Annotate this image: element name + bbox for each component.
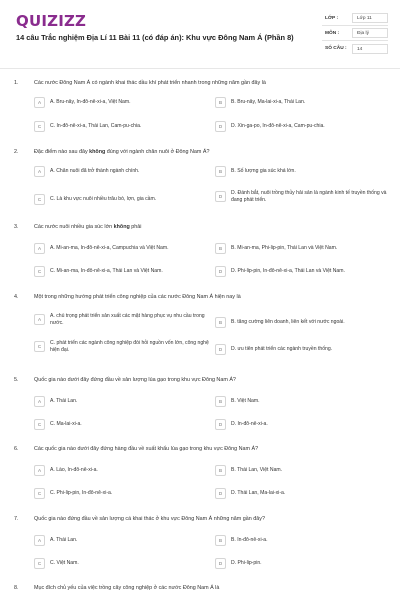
question-text: Quốc gia nào đứng đầu về sản lượng cá khai thác ở khu vực Đông Nam Á những năm gần đây? bbox=[34, 516, 265, 522]
option-c[interactable] bbox=[34, 121, 210, 132]
option-d[interactable] bbox=[215, 344, 389, 355]
option-b[interactable] bbox=[215, 396, 389, 407]
option-text: D. ưu tiên phát triển các ngành truyền thống. bbox=[231, 346, 333, 353]
option-text: D. Đánh bắt, nuôi trồng thủy hải sản là ngành kinh tế truyền thống và đang phát triển. bbox=[231, 190, 387, 203]
option-text: B. Bru-nây, Ma-lai-xi-a, Thái Lan. bbox=[231, 99, 306, 106]
option-text: A. chú trọng phát triển sản xuất các mặt hàng phục vụ nhu cầu trong nước. bbox=[50, 313, 205, 326]
option-letter: A bbox=[34, 535, 45, 546]
option-text: C. Là khu vực nuôi nhiều trâu bò, lợn, gia cầm. bbox=[50, 196, 157, 203]
option-d[interactable] bbox=[215, 419, 389, 430]
question-number: 5. bbox=[14, 377, 19, 383]
option-letter: A bbox=[34, 243, 45, 254]
option-a[interactable] bbox=[34, 97, 210, 108]
question-text: Quốc gia nào dưới đây đứng đầu về sản lượng lúa gạo trong khu vực Đông Nam Á? bbox=[34, 377, 236, 383]
option-c[interactable] bbox=[34, 488, 210, 499]
option-text: A. Chăn nuôi đã trở thành ngành chính. bbox=[50, 168, 140, 175]
option-d[interactable] bbox=[215, 266, 389, 277]
option-letter: C bbox=[34, 488, 45, 499]
option-d[interactable] bbox=[215, 121, 389, 132]
option-b[interactable] bbox=[215, 243, 389, 254]
info-box bbox=[322, 11, 388, 56]
option-text: A. Lào, In-đô-nê-xi-a. bbox=[50, 467, 98, 474]
option-a[interactable] bbox=[34, 396, 210, 407]
option-text: B. Thái Lan, Việt Nam. bbox=[231, 467, 283, 474]
question-number: 2. bbox=[14, 149, 19, 155]
info-row-count bbox=[322, 41, 388, 56]
option-text: A. Thái Lan. bbox=[50, 398, 78, 405]
option-letter: D bbox=[215, 488, 226, 499]
option-text: C. Ma-lai-xi-a. bbox=[50, 421, 82, 428]
option-letter: B bbox=[215, 317, 226, 328]
option-text: C. Việt Nam. bbox=[50, 560, 79, 567]
option-text: B. Việt Nam. bbox=[231, 398, 260, 405]
option-c[interactable] bbox=[34, 558, 210, 569]
option-d[interactable] bbox=[215, 488, 389, 499]
option-c[interactable] bbox=[34, 194, 210, 205]
option-text: B. tăng cường liên doanh, liên kết với nước ngoài. bbox=[231, 319, 345, 326]
question-text: Các nước Đông Nam Á có ngành khai thác dầu khí phát triển nhanh trong những năm gần đây là bbox=[34, 80, 266, 86]
option-text: A. Thái Lan. bbox=[50, 537, 78, 544]
option-b[interactable] bbox=[215, 317, 389, 328]
option-letter: A bbox=[34, 166, 45, 177]
option-letter: B bbox=[215, 166, 226, 177]
option-letter: D bbox=[215, 121, 226, 132]
question-text: Các nước nuôi nhiều gia súc lớn không phải bbox=[34, 224, 142, 230]
option-text: D. Xin-ga-po, In-đô-nê-xi-a, Cam-pu-chia. bbox=[231, 123, 325, 130]
option-letter: D bbox=[215, 344, 226, 355]
option-letter: C bbox=[34, 341, 45, 352]
question-number: 3. bbox=[14, 224, 19, 230]
option-text: D. Phi-lip-pin, In-đô-nê-xi-a, Thái Lan và Việt Nam. bbox=[231, 268, 345, 275]
option-letter: A bbox=[34, 465, 45, 476]
option-text: D. Thái Lan, Ma-lai-xi-a. bbox=[231, 490, 286, 497]
info-label: LỚP : bbox=[325, 15, 339, 21]
option-text: B. In-đô-nê-xi-a. bbox=[231, 537, 268, 544]
option-c[interactable] bbox=[34, 266, 210, 277]
document-header bbox=[0, 0, 400, 68]
page-title: 14 câu Trắc nghiệm Địa Lí 11 Bài 11 (có đáp án): Khu vực Đông Nam Á (Phần 8) bbox=[16, 33, 294, 42]
option-letter: B bbox=[215, 396, 226, 407]
quizizz-logo[interactable]: QUIZIZZ bbox=[16, 12, 87, 30]
option-letter: C bbox=[34, 266, 45, 277]
option-text: D. Phi-lip-pin. bbox=[231, 560, 262, 567]
option-text: D. In-đô-nê-xi-a. bbox=[231, 421, 268, 428]
option-letter: A bbox=[34, 97, 45, 108]
option-text: C. Mi-an-ma, In-đô-nê-xi-a, Thái Lan và Việt Nam. bbox=[50, 268, 163, 275]
info-row-class bbox=[322, 11, 388, 26]
question-text: Các quốc gia nào dưới đây đứng hàng đầu về xuất khẩu lúa gạo trong khu vực Đông Nam Á? bbox=[34, 446, 259, 452]
info-label: SỐ CÂU : bbox=[325, 46, 347, 51]
info-row-subject bbox=[322, 26, 388, 41]
option-text: B. Mi-an-ma, Phi-lip-pin, Thái Lan và Việt Nam. bbox=[231, 245, 338, 252]
option-text: C. In-đô-nê-xi-a, Thái Lan, Cam-pu-chia. bbox=[50, 123, 142, 130]
option-letter: A bbox=[34, 396, 45, 407]
option-text: C. Phi-lip-pin, In-đô-nê-xi-a. bbox=[50, 490, 113, 497]
option-letter: D bbox=[215, 419, 226, 430]
option-d[interactable] bbox=[215, 190, 389, 203]
option-text: C. phát triển các ngành công nghiệp đòi hỏi nguồn vốn lớn, công nghệ hiện đại. bbox=[50, 340, 209, 353]
option-b[interactable] bbox=[215, 97, 389, 108]
option-letter: C bbox=[34, 194, 45, 205]
option-c[interactable] bbox=[34, 340, 210, 353]
option-letter: B bbox=[215, 97, 226, 108]
option-a[interactable] bbox=[34, 166, 210, 177]
option-letter: D bbox=[215, 558, 226, 569]
question-number: 6. bbox=[14, 446, 19, 452]
header-divider bbox=[0, 68, 400, 69]
option-b[interactable] bbox=[215, 465, 389, 476]
info-value: 14 bbox=[352, 44, 388, 54]
option-letter: D bbox=[215, 266, 226, 277]
question-number: 1. bbox=[14, 80, 19, 86]
option-text: B. Số lượng gia súc khá lớn. bbox=[231, 168, 296, 175]
option-a[interactable] bbox=[34, 465, 210, 476]
option-letter: C bbox=[34, 419, 45, 430]
question-number: 7. bbox=[14, 516, 19, 522]
question-number: 4. bbox=[14, 294, 19, 300]
option-b[interactable] bbox=[215, 535, 389, 546]
option-a[interactable] bbox=[34, 243, 210, 254]
option-letter: C bbox=[34, 121, 45, 132]
info-value: Địa lý bbox=[352, 28, 388, 38]
option-letter: B bbox=[215, 535, 226, 546]
option-letter: C bbox=[34, 558, 45, 569]
option-text: A. Mi-an-ma, In-đô-nê-xi-a, Campuchia và Việt Nam. bbox=[50, 245, 169, 252]
question-text: Đặc điểm nào sau đây không đúng với ngành chăn nuôi ở Đông Nam Á? bbox=[34, 149, 210, 155]
question-number: 8. bbox=[14, 585, 19, 591]
option-letter: B bbox=[215, 465, 226, 476]
option-letter: D bbox=[215, 191, 226, 202]
option-letter: A bbox=[34, 314, 45, 325]
info-value: Lớp 11 bbox=[352, 13, 388, 23]
option-a[interactable] bbox=[34, 535, 210, 546]
option-text: A. Bru-nây, In-đô-nê-xi-a, Việt Nam. bbox=[50, 99, 131, 106]
option-b[interactable] bbox=[215, 166, 389, 177]
question-text: Mục đích chủ yếu của việc trồng cây công nghiệp ở các nước Đông Nam Á là bbox=[34, 585, 220, 591]
question-text: Một trong những hướng phát triển công nghiệp của các nước Đông Nam Á hiện nay là bbox=[34, 294, 241, 300]
option-a[interactable] bbox=[34, 313, 210, 326]
option-d[interactable] bbox=[215, 558, 389, 569]
option-letter: B bbox=[215, 243, 226, 254]
info-label: MÔN : bbox=[325, 30, 340, 36]
option-c[interactable] bbox=[34, 419, 210, 430]
